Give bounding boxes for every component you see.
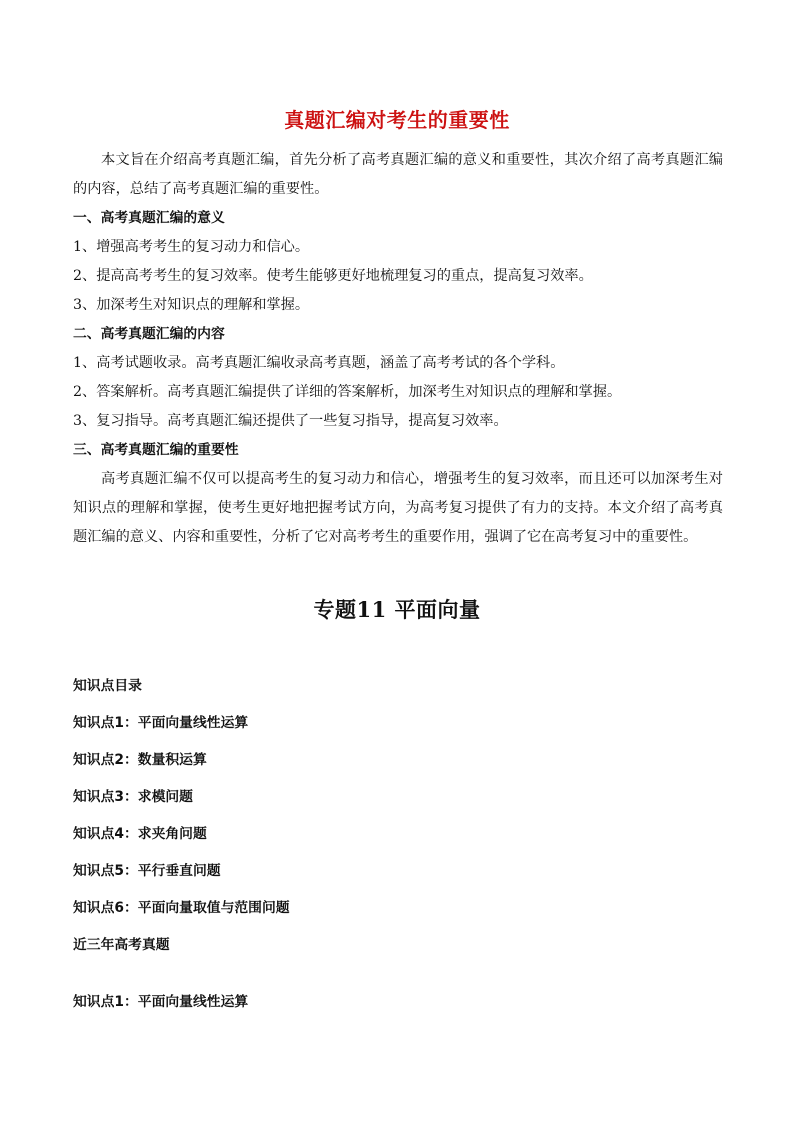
document-title: 真题汇编对考生的重要性 (284, 108, 510, 132)
toc-item[interactable]: 知识点3：求模问题 (73, 789, 193, 805)
content-item-2: 2、答案解析。高考真题汇编提供了详细的答案解析，加深考生对知识点的理解和掌握。 (73, 384, 622, 400)
topic-title: 专题11 平面向量 (313, 597, 481, 622)
document-body (73, 146, 723, 552)
toc-heading: 知识点目录 (73, 678, 142, 694)
importance-paragraph: 高考真题汇编不仅可以提高考生的复习动力和信心，增强考生的复习效率，而且还可以加深考生对知识点的理解和掌握，使考生更好地把握考试方向，为高考复习提供了有力的支持。本文介绍了高考真题汇编的意义、内容和重要性，分析了它对高考考生的重要作用，强调了它在高考复习中的重要性。 (73, 471, 723, 545)
meaning-item-1: 1、增强高考考生的复习动力和信心。 (73, 239, 310, 255)
toc-item[interactable]: 知识点2：数量积运算 (73, 752, 207, 768)
intro-paragraph: 本文旨在介绍高考真题汇编，首先分析了高考真题汇编的意义和重要性，其次介绍了高考真题汇编的内容，总结了高考真题汇编的重要性。 (73, 152, 723, 197)
spacer (73, 964, 723, 984)
section-heading-meaning: 一、高考真题汇编的意义 (73, 210, 225, 226)
toc-item[interactable]: 知识点4：求夹角问题 (73, 826, 207, 842)
toc-item[interactable]: 知识点1：平面向量线性运算 (73, 715, 249, 731)
content-item-3: 3、复习指导。高考真题汇编还提供了一些复习指导，提高复习效率。 (73, 413, 508, 429)
first-section-heading: 知识点1：平面向量线性运算 (73, 994, 249, 1010)
content-item-1: 1、高考试题收录。高考真题汇编收录高考真题，涵盖了高考考试的各个学科。 (73, 355, 565, 371)
meaning-item-2: 2、提高高考考生的复习效率。使考生能够更好地梳理复习的重点，提高复习效率。 (73, 268, 593, 284)
toc-item[interactable]: 知识点6：平面向量取值与范围问题 (73, 900, 290, 916)
toc-item[interactable]: 知识点5：平行垂直问题 (73, 863, 221, 879)
meaning-item-3: 3、加深考生对知识点的理解和掌握。 (73, 297, 310, 313)
section-heading-content: 二、高考真题汇编的内容 (73, 326, 225, 342)
table-of-contents (73, 668, 723, 1021)
recent-exams-heading: 近三年高考真题 (73, 937, 170, 953)
section-heading-importance: 三、高考真题汇编的重要性 (73, 442, 239, 458)
